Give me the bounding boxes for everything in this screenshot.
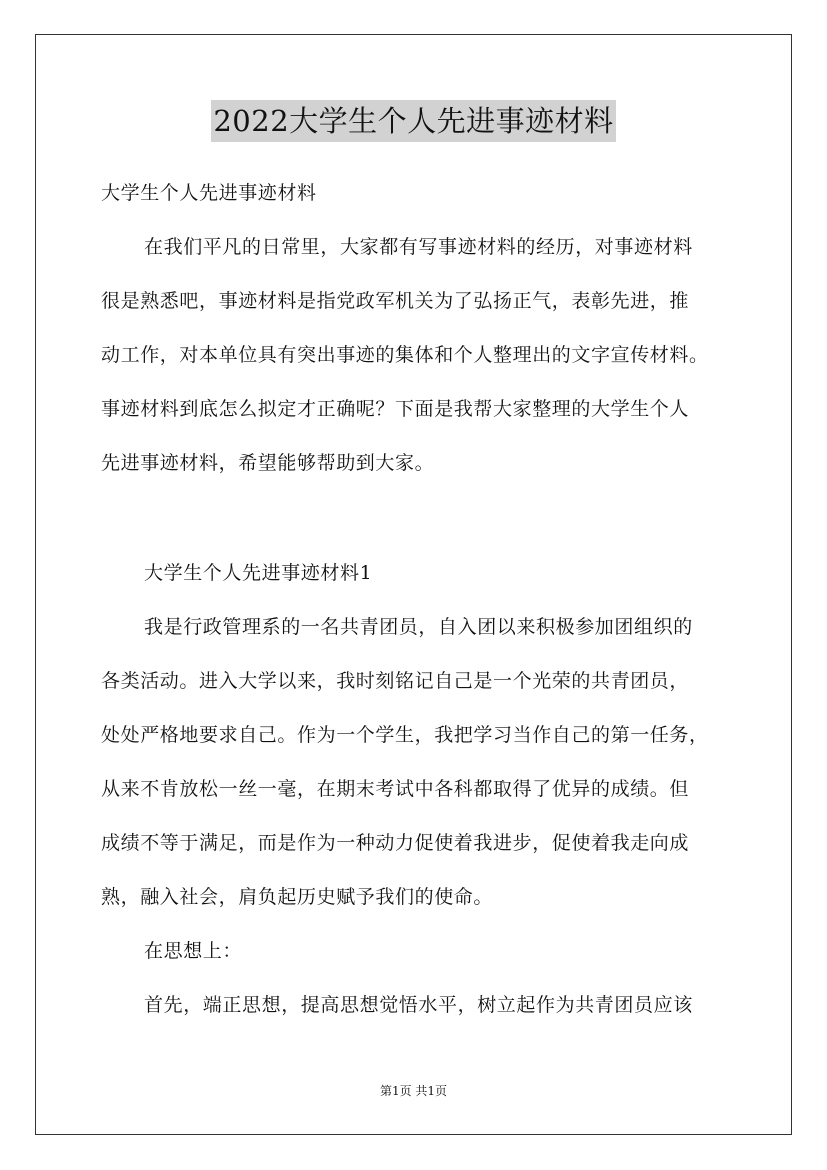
thought-heading: 在思想上： bbox=[144, 940, 243, 962]
intro-line-3: 动工作，对本单位具有突出事迹的集体和个人整理出的文字宣传材料。 bbox=[101, 344, 709, 366]
thought-line-1: 首先，端正思想，提高思想觉悟水平，树立起作为共青团员应该 bbox=[144, 994, 693, 1016]
section1-heading: 大学生个人先进事迹材料1 bbox=[144, 562, 373, 584]
intro-line-2: 很是熟悉吧，事迹材料是指党政军机关为了弘扬正气，表彰先进，推 bbox=[101, 290, 690, 312]
page-number-footer: 第1页 共1页 bbox=[379, 1084, 448, 1098]
intro-line-4: 事迹材料到底怎么拟定才正确呢？下面是我帮大家整理的大学生个人 bbox=[101, 398, 690, 420]
intro-line-5: 先进事迹材料，希望能够帮助到大家。 bbox=[101, 452, 435, 474]
document-title: 2022大学生个人先进事迹材料 bbox=[211, 100, 615, 142]
section1-line-5: 成绩不等于满足，而是作为一种动力促使着我进步，促使着我走向成 bbox=[101, 832, 690, 854]
section1-line-3: 处处严格地要求自己。作为一个学生，我把学习当作自己的第一任务， bbox=[101, 724, 709, 746]
section1-line-6: 熟，融入社会，肩负起历史赋予我们的使命。 bbox=[101, 886, 494, 908]
section1-line-2: 各类活动。进入大学以来，我时刻铭记自己是一个光荣的共青团员， bbox=[101, 670, 690, 692]
title-wrap bbox=[0, 100, 827, 142]
intro-line-1: 在我们平凡的日常里，大家都有写事迹材料的经历，对事迹材料 bbox=[144, 236, 693, 258]
document-subtitle: 大学生个人先进事迹材料 bbox=[101, 182, 317, 204]
section1-line-4: 从来不肯放松一丝一毫，在期末考试中各科都取得了优异的成绩。但 bbox=[101, 778, 690, 800]
section1-line-1: 我是行政管理系的一名共青团员，自入团以来积极参加团组织的 bbox=[144, 616, 693, 638]
